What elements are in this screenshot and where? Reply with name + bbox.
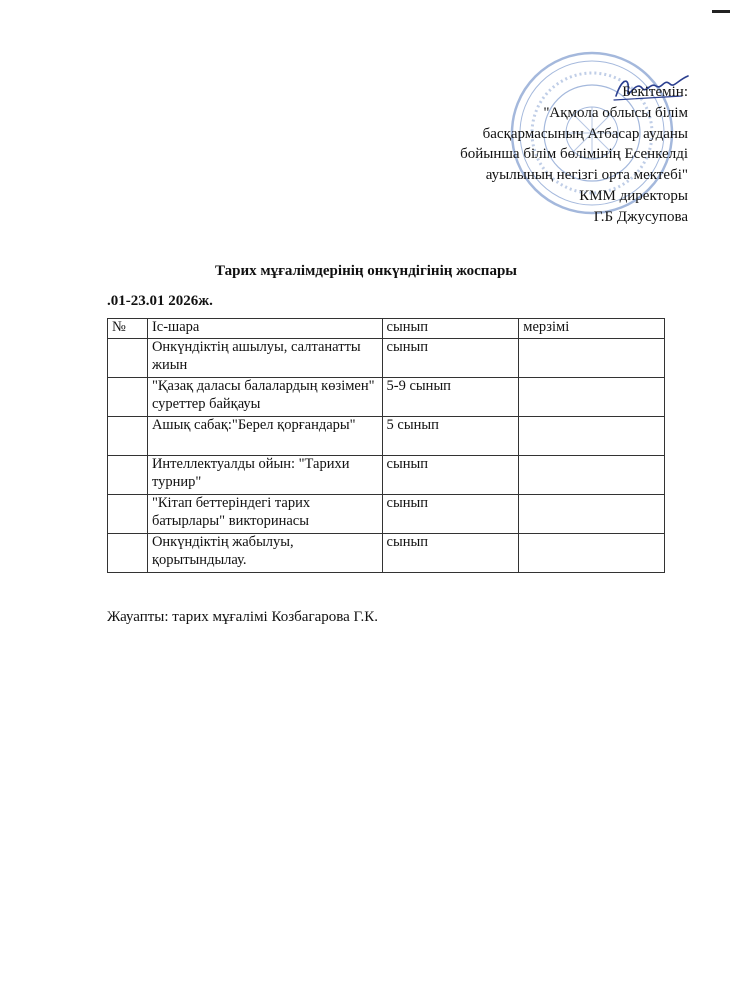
table-row <box>108 495 665 534</box>
responsible-person: Жауапты: тарих мұғалімі Козбагарова Г.К. <box>107 609 379 625</box>
cell-event: Интеллектуалды ойын: "Тарихи турнир" <box>147 456 382 495</box>
cell-class: 5-9 сынып <box>382 378 519 417</box>
cell-date <box>519 534 665 573</box>
document-title: Тарих мұғалімдерінің онкүндігінің жоспары <box>214 263 517 279</box>
cell-event: "Кітап беттеріндегі тарих батырлары" викторинасы <box>147 495 382 534</box>
cell-number <box>108 534 148 573</box>
cell-event: Онкүндіктің ашылуы, салтанатты жиын <box>147 339 382 378</box>
cell-date <box>519 378 665 417</box>
approval-line: Бекітемін: <box>622 84 688 100</box>
cell-number <box>108 456 148 495</box>
approval-line: басқармасының Атбасар ауданы <box>482 125 688 142</box>
table-row <box>108 339 665 378</box>
cell-class: сынып <box>382 456 519 495</box>
cell-event: "Қазақ даласы балалардың көзімен" суреттер байқауы <box>147 378 382 417</box>
approval-line: бойынша білім бөлімінің Есенкелді <box>460 146 688 163</box>
scan-mark <box>712 10 730 13</box>
approval-line: КММ директоры <box>579 187 688 204</box>
cell-event: Онкүндіктің жабылуы, қорытындылау. <box>147 534 382 573</box>
table-row <box>108 378 665 417</box>
approval-line: Г.Б Джусупова <box>593 208 688 225</box>
cell-number <box>108 378 148 417</box>
table-row <box>108 417 665 456</box>
table-row <box>108 534 665 573</box>
cell-date <box>519 456 665 495</box>
header-event: Іс-шара <box>147 319 382 339</box>
cell-date <box>519 495 665 534</box>
cell-number <box>108 417 148 456</box>
plan-table <box>107 318 665 573</box>
cell-class: сынып <box>382 339 519 378</box>
header-class: сынып <box>382 319 519 339</box>
cell-class: сынып <box>382 534 519 573</box>
approval-block <box>368 82 688 228</box>
header-number: № <box>108 319 148 339</box>
cell-date <box>519 417 665 456</box>
approval-line: "Ақмола облысы білім <box>543 104 688 121</box>
cell-number <box>108 339 148 378</box>
approval-line: ауылының негізгі орта мектебі" <box>485 167 688 184</box>
cell-class: 5 сынып <box>382 417 519 456</box>
cell-date <box>519 339 665 378</box>
table-row <box>108 456 665 495</box>
date-range: .01-23.01 2026ж. <box>107 293 213 309</box>
cell-class: сынып <box>382 495 519 534</box>
table-header-row <box>108 319 665 339</box>
header-date: мерзімі <box>519 319 665 339</box>
cell-number <box>108 495 148 534</box>
cell-event: Ашық сабақ:"Берел қорғандары" <box>147 417 382 456</box>
